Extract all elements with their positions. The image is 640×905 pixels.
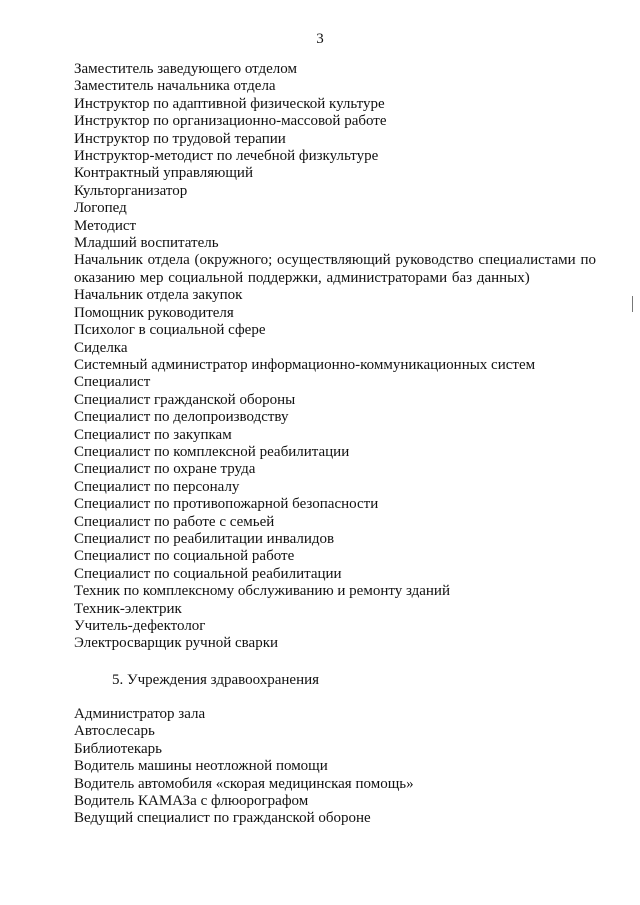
- list-item: Начальник отдела закупок: [74, 287, 243, 304]
- list-item: Водитель машины неотложной помощи: [74, 758, 328, 775]
- list-item: Заместитель заведующего отделом: [74, 61, 297, 77]
- page-number: 3: [316, 31, 324, 47]
- section-heading: 5. Учреждения здравоохранения: [112, 672, 320, 688]
- list-item: Техник-электрик: [74, 600, 182, 617]
- list-item: Инструктор по организационно-массовой работе: [74, 113, 387, 130]
- list-item: Специалист по реабилитации инвалидов: [74, 530, 335, 547]
- list-item: Администратор зала: [74, 706, 206, 722]
- list-item: Младший воспитатель: [74, 235, 219, 252]
- position-list-healthcare: [74, 706, 596, 828]
- list-item: Заместитель начальника отдела: [74, 78, 276, 95]
- list-item: Культорганизатор: [74, 182, 188, 199]
- list-item: Учитель-дефектолог: [74, 618, 206, 634]
- list-item: Помощник руководителя: [74, 304, 234, 321]
- position-list-continued: [74, 61, 596, 653]
- list-item: Специалист по социальной работе: [74, 548, 295, 565]
- list-item-multiline: Начальник отдела (окружного; осуществляющий руководство специалистами по оказанию мер социальной поддержки, администраторами баз данных): [74, 252, 596, 286]
- list-item: Инструктор-методист по лечебной физкультуре: [74, 148, 379, 165]
- list-item: Специалист по комплексной реабилитации: [74, 443, 350, 460]
- list-item: Специалист по противопожарной безопасности: [74, 496, 379, 513]
- list-item: Электросварщик ручной сварки: [74, 635, 279, 652]
- list-item: Психолог в социальной сфере: [74, 322, 266, 339]
- list-item: Водитель автомобиля «скорая медицинская помощь»: [74, 775, 414, 792]
- list-item: Контрактный управляющий: [74, 165, 253, 182]
- list-item: Специалист: [74, 374, 151, 391]
- list-item: Автослесарь: [74, 723, 155, 740]
- list-item: Инструктор по трудовой терапии: [74, 130, 286, 147]
- list-item: Специалист по охране труда: [74, 461, 256, 478]
- list-item: Библиотекарь: [74, 740, 162, 757]
- list-item: Техник по комплексному обслуживанию и ремонту зданий: [74, 583, 450, 600]
- list-item: Инструктор по адаптивной физической культуре: [74, 95, 385, 112]
- list-item: Ведущий специалист по гражданской обороне: [74, 810, 371, 827]
- list-item: Специалист по персоналу: [74, 478, 240, 495]
- list-item: Специалист по делопроизводству: [74, 409, 289, 426]
- list-item: Специалист по социальной реабилитации: [74, 565, 342, 582]
- list-item: Специалист гражданской обороны: [74, 391, 296, 408]
- list-item: Логопед: [74, 200, 127, 217]
- list-item: Специалист по работе с семьей: [74, 513, 275, 530]
- list-item: Водитель КАМАЗа с флюорографом: [74, 793, 309, 810]
- list-item: Системный администратор информационно-коммуникационных систем: [74, 356, 536, 373]
- list-item: Методист: [74, 217, 137, 234]
- scan-edge-mark: [632, 296, 633, 312]
- list-item: Сиделка: [74, 339, 128, 356]
- list-item: Специалист по закупкам: [74, 426, 232, 443]
